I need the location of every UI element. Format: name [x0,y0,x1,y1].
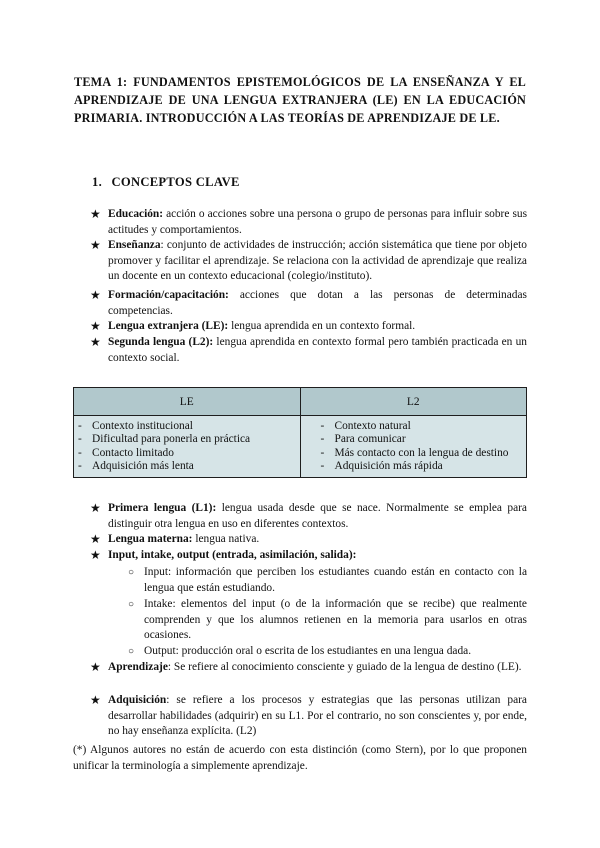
definition-primera-lengua [90,501,527,532]
table-cell-le [74,416,301,478]
definition-formacion [90,288,527,319]
list-item-text: Adquisición más rápida [334,459,443,472]
list-item-text: Contacto limitado [92,446,174,459]
definition-text: : se refiere a los procesos y estrategias que las personas utilizan para desarrollar habilidades (adquirir) en su L1. Por el contrario, no son conscientes y, por ende, no hay enseñanza explícita. (L2) [108,694,527,738]
list-item [78,420,300,433]
definition-term: Primera lengua (L1): [108,502,217,514]
dash-bullet: - [78,446,82,459]
definition-lengua-extranjera [90,319,527,335]
sub-item-text: Intake: elementos del input (o de la información que se recibe) que realmente comprenden y que los alumnos retienen en la memoria para usarlos en otras ocasiones. [144,598,527,642]
definition-text: : conjunto de actividades de instrucción; acción sistemática que tiene por objeto promover y facilitar el aprendizaje. Se relaciona con la actividad de aprendizaje que realiza un docente en un contexto educacional (colegio/instituto). [108,239,527,283]
dash-bullet: - [78,459,82,472]
list-item-text: Adquisición más lenta [92,459,194,472]
definition-aprendizaje [90,660,527,676]
table-cell-l2 [300,416,527,478]
list-item-text: Más contacto con la lengua de destino [334,446,509,459]
footnote: (*) Algunos autores no están de acuerdo con esta distinción (como Stern), por lo que proponen unificar la terminología a simplemente aprendizaje. [73,744,527,772]
definition-term: Aprendizaje [108,661,168,673]
list-item [78,433,300,446]
dash-bullet: - [320,446,325,459]
sub-item-input [128,565,527,596]
definition-lengua-materna [90,532,527,548]
list-item [78,460,300,473]
section-heading [92,175,240,190]
section-title: CONCEPTOS CLAVE [111,175,240,189]
le-l2-comparison-table [73,387,527,478]
definition-segunda-lengua [90,335,527,366]
sub-item-output [128,644,527,660]
circle-bullet-icon: ○ [128,567,135,578]
definition-text: : Se refiere al conocimiento consciente y guiado de la lengua de destino (LE). [167,661,522,673]
dash-bullet: - [78,420,82,432]
star-bullet-icon: ★ [90,501,101,515]
sub-item-text: Output: producción oral o escrita de los estudiantes en una lengua dada. [144,645,472,657]
star-bullet-icon: ★ [90,660,101,674]
table-header-row [74,388,527,416]
definition-adquisicion [90,693,527,740]
star-bullet-icon: ★ [90,532,101,546]
list-item [78,447,300,460]
star-bullet-icon: ★ [90,548,101,562]
table-header-l2: L2 [300,388,527,416]
list-item [321,460,527,473]
definition-ensenanza [90,238,527,285]
definition-term: Segunda lengua (L2): [108,336,214,348]
definition-text: acción o acciones sobre una persona o grupo de personas para influir sobre sus actitudes y comportamientos. [108,208,527,236]
sub-item-intake [128,597,527,644]
circle-bullet-icon: ○ [128,599,135,610]
list-item [321,447,527,460]
table-row [74,416,527,478]
definition-term: Educación: [108,208,164,220]
star-bullet-icon: ★ [90,288,101,302]
list-item-text: Contexto natural [334,420,411,432]
list-item-text: Para comunicar [334,433,406,446]
definition-text: acciones que dotan a las personas de determinadas competencias. [108,289,527,317]
list-item-text: Contexto institucional [92,420,193,432]
star-bullet-icon: ★ [90,335,101,349]
dash-bullet: - [320,459,325,472]
circle-bullet-icon: ○ [128,646,135,657]
le-list [74,420,300,473]
sub-item-text: Input: información que perciben los estudiantes cuando están en contacto con la lengua que están estudiando. [144,566,527,594]
definition-term: Lengua extranjera (LE): [108,320,229,332]
definition-term: Input, intake, output (entrada, asimilación, salida): [108,549,357,561]
definition-term: Adquisición [108,694,167,706]
star-bullet-icon: ★ [90,693,101,707]
document-title: TEMA 1: FUNDAMENTOS EPISTEMOLÓGICOS DE LA ENSEÑANZA Y EL APRENDIZAJE DE UNA LENGUA EXTRANJERA (LE) EN LA EDUCACIÓN PRIMARIA. INTRODUCCIÓN A LAS TEORÍAS DE APRENDIZAJE DE LE. [74,75,526,125]
table-header-le: LE [74,388,301,416]
definition-term: Lengua materna: [108,533,193,545]
definition-term: Enseñanza [108,239,161,251]
definition-text: lengua usada desde que se nace. Normalmente se emplea para distinguir otra lengua en uso en diferentes contextos. [108,502,527,530]
section-number: 1. [92,175,103,189]
dash-bullet: - [320,420,325,432]
l2-list [301,420,527,473]
definition-input-intake-output [90,548,527,564]
definition-text: lengua aprendida en un contexto formal. [228,320,416,332]
definition-text: lengua aprendida en contexto formal pero también practicada en un contexto social. [108,336,527,364]
list-item [321,433,527,446]
star-bullet-icon: ★ [90,238,101,252]
list-item-text: Dificultad para ponerla en práctica [92,433,251,446]
dash-bullet: - [320,433,325,446]
dash-bullet: - [78,433,82,446]
definition-term: Formación/capacitación: [108,289,229,301]
star-bullet-icon: ★ [90,207,101,221]
definition-text: lengua nativa. [192,533,260,545]
star-bullet-icon: ★ [90,319,101,333]
definition-educacion [90,207,527,238]
list-item [321,420,527,433]
